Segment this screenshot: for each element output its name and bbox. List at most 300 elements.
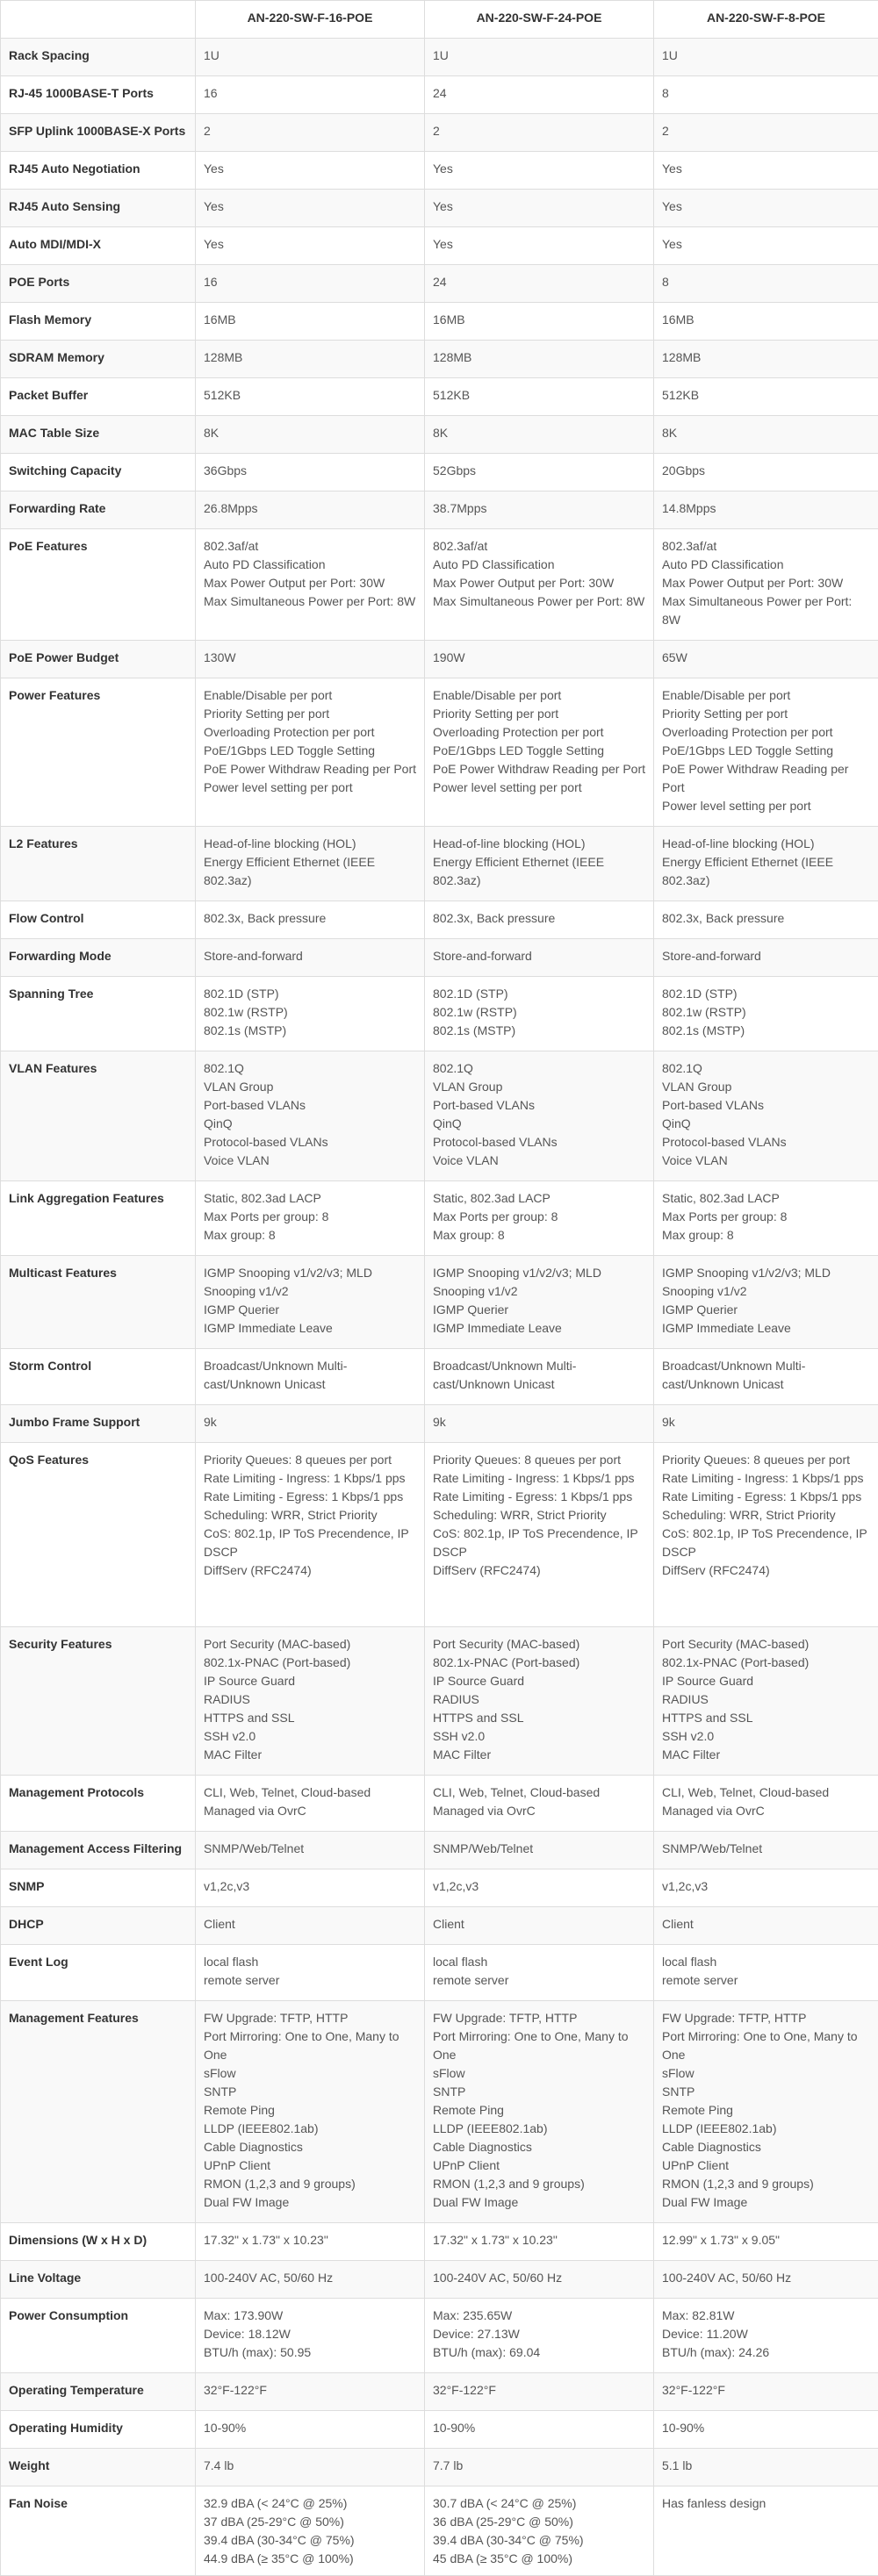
spec-value-line: 12.99" x 1.73" x 9.05"	[662, 2231, 871, 2250]
spec-value-cell	[654, 227, 878, 265]
spec-value-cell	[654, 492, 878, 529]
spec-value-line: Energy Efficient Ethernet (IEEE 802.3az)	[662, 853, 871, 890]
spec-value-cell	[425, 2261, 654, 2299]
spec-value-cell	[196, 1869, 425, 1907]
spec-value-line: Cable Diagnostics	[662, 2138, 871, 2156]
spec-value-cell	[425, 1627, 654, 1776]
spec-value-cell	[196, 416, 425, 454]
spec-value-cell	[425, 2299, 654, 2373]
spec-value-line: RADIUS	[662, 1690, 871, 1709]
spec-value-line: 802.1w (RSTP)	[433, 1003, 646, 1022]
spec-value-line: 512KB	[433, 386, 646, 405]
spec-row	[1, 303, 878, 341]
model-header: AN-220-SW-F-8-POE	[654, 1, 878, 39]
spec-value-line: BTU/h (max): 24.26	[662, 2343, 871, 2362]
spec-value-cell	[425, 678, 654, 827]
model-header: AN-220-SW-F-24-POE	[425, 1, 654, 39]
spec-label: Jumbo Frame Support	[1, 1405, 196, 1443]
spec-value-line: IGMP Snooping v1/v2/v3; MLD Snooping v1/v2	[662, 1264, 871, 1301]
spec-value-cell	[425, 492, 654, 529]
spec-value-line: v1,2c,v3	[433, 1877, 646, 1896]
spec-value-line: Broadcast/Unknown Multi-cast/Unknown Unicast	[662, 1357, 871, 1394]
spec-row	[1, 2001, 878, 2223]
spec-value-cell	[196, 378, 425, 416]
spec-value-line: Max group: 8	[433, 1226, 646, 1245]
spec-value-cell	[425, 1869, 654, 1907]
spec-value-cell	[654, 678, 878, 827]
spec-row	[1, 2299, 878, 2373]
spec-value-line: Max Ports per group: 8	[204, 1208, 417, 1226]
spec-value-line: IGMP Snooping v1/v2/v3; MLD Snooping v1/v2	[433, 1264, 646, 1301]
spec-value-line: HTTPS and SSL	[662, 1709, 871, 1727]
spec-label: Storm Control	[1, 1349, 196, 1405]
spec-value-line: 9k	[204, 1413, 417, 1432]
spec-value-cell	[425, 2486, 654, 2576]
spec-value-line: 8K	[433, 424, 646, 442]
spec-row	[1, 1776, 878, 1832]
spec-value-line: 10-90%	[433, 2419, 646, 2437]
spec-value-cell	[654, 2449, 878, 2486]
spec-value-cell	[425, 416, 654, 454]
spec-value-line: Max Power Output per Port: 30W	[204, 574, 417, 592]
spec-value-line: 14.8Mpps	[662, 499, 871, 518]
spec-value-line: SNTP	[662, 2083, 871, 2101]
spec-value-cell	[425, 827, 654, 901]
spec-value-line: 36 dBA (25-29°C @ 50%)	[433, 2513, 646, 2531]
spec-value-cell	[196, 1051, 425, 1181]
spec-row	[1, 1907, 878, 1945]
spec-value-cell	[654, 39, 878, 76]
spec-value-line: CLI, Web, Telnet, Cloud-based Managed via OvrC	[662, 1783, 871, 1820]
spec-value-cell	[425, 1907, 654, 1945]
spec-value-line: IGMP Querier	[662, 1301, 871, 1319]
spec-label: DHCP	[1, 1907, 196, 1945]
spec-value-line: VLAN Group	[662, 1078, 871, 1096]
spec-value-line: PoE Power Withdraw Reading per Port	[204, 760, 417, 779]
spec-row	[1, 2373, 878, 2411]
spec-value-line: 30.7 dBA (< 24°C @ 25%)	[433, 2494, 646, 2513]
spec-value-cell	[425, 2001, 654, 2223]
spec-value-cell	[196, 341, 425, 378]
spec-value-cell	[425, 1256, 654, 1349]
spec-row	[1, 529, 878, 641]
spec-value-line: local flash	[662, 1953, 871, 1971]
spec-value-line: MAC Filter	[433, 1746, 646, 1764]
spec-value-line: MAC Filter	[662, 1746, 871, 1764]
spec-row	[1, 901, 878, 939]
spec-value-line: Remote Ping	[204, 2101, 417, 2120]
spec-value-cell	[196, 2373, 425, 2411]
spec-value-line: 2	[204, 122, 417, 140]
spec-value-line: Rate Limiting - Egress: 1 Kbps/1 pps	[204, 1488, 417, 1506]
spec-value-line: Remote Ping	[662, 2101, 871, 2120]
spec-value-cell	[196, 1907, 425, 1945]
spec-value-line: Store-and-forward	[662, 947, 871, 965]
spec-row	[1, 492, 878, 529]
spec-row	[1, 190, 878, 227]
spec-row	[1, 454, 878, 492]
spec-label: PoE Power Budget	[1, 641, 196, 678]
spec-value-line: Yes	[204, 235, 417, 254]
spec-row	[1, 2261, 878, 2299]
spec-value-line: Yes	[204, 197, 417, 216]
spec-value-line: Enable/Disable per port	[204, 686, 417, 705]
spec-value-cell	[654, 341, 878, 378]
spec-row	[1, 39, 878, 76]
spec-value-line: PoE/1Gbps LED Toggle Setting	[662, 742, 871, 760]
spec-value-line: 802.1s (MSTP)	[433, 1022, 646, 1040]
spec-value-line: MAC Filter	[204, 1746, 417, 1764]
spec-label: MAC Table Size	[1, 416, 196, 454]
spec-value-line: Store-and-forward	[204, 947, 417, 965]
spec-label: Forwarding Mode	[1, 939, 196, 977]
spec-value-cell	[425, 341, 654, 378]
spec-value-line: Voice VLAN	[433, 1152, 646, 1170]
spec-value-line: Has fanless design	[662, 2494, 871, 2513]
spec-value-line: 32°F-122°F	[433, 2381, 646, 2400]
spec-value-line: RADIUS	[433, 1690, 646, 1709]
spec-value-line: 100-240V AC, 50/60 Hz	[662, 2269, 871, 2287]
spec-value-line: 1U	[204, 47, 417, 65]
spec-value-line: Overloading Protection per port	[433, 723, 646, 742]
spec-value-line: 16	[204, 273, 417, 291]
spec-value-line: Priority Queues: 8 queues per port	[662, 1451, 871, 1469]
spec-value-cell	[654, 2223, 878, 2261]
spec-label: SNMP	[1, 1869, 196, 1907]
spec-value-line: Rate Limiting - Ingress: 1 Kbps/1 pps	[204, 1469, 417, 1488]
spec-value-cell	[196, 190, 425, 227]
spec-row	[1, 1832, 878, 1869]
spec-value-cell	[196, 939, 425, 977]
spec-value-line: local flash	[433, 1953, 646, 1971]
spec-value-cell	[654, 641, 878, 678]
spec-row	[1, 641, 878, 678]
spec-value-line: remote server	[433, 1971, 646, 1990]
spec-value-line: 802.3x, Back pressure	[204, 909, 417, 928]
spec-value-line: FW Upgrade: TFTP, HTTP	[662, 2009, 871, 2027]
spec-value-cell	[196, 641, 425, 678]
spec-row	[1, 2486, 878, 2576]
spec-value-line: 802.1Q	[662, 1059, 871, 1078]
spec-value-line: Port Security (MAC-based)	[204, 1635, 417, 1654]
spec-value-line: PoE Power Withdraw Reading per Port	[433, 760, 646, 779]
spec-value-line: 8K	[204, 424, 417, 442]
spec-value-line: Protocol-based VLANs	[662, 1133, 871, 1152]
spec-value-line: SNTP	[204, 2083, 417, 2101]
spec-value-line: 20Gbps	[662, 462, 871, 480]
spec-value-line: sFlow	[204, 2064, 417, 2083]
spec-row	[1, 2223, 878, 2261]
spec-value-cell	[425, 901, 654, 939]
spec-value-line: 128MB	[204, 348, 417, 367]
spec-value-line: 802.3x, Back pressure	[433, 909, 646, 928]
spec-value-line: IGMP Immediate Leave	[662, 1319, 871, 1338]
spec-value-cell	[654, 265, 878, 303]
spec-value-cell	[654, 901, 878, 939]
spec-value-line: 802.1Q	[204, 1059, 417, 1078]
spec-label: Flow Control	[1, 901, 196, 939]
spec-value-line: 39.4 dBA (30-34°C @ 75%)	[204, 2531, 417, 2550]
spec-label: Operating Humidity	[1, 2411, 196, 2449]
spec-value-line: UPnP Client	[204, 2156, 417, 2175]
spec-row	[1, 1256, 878, 1349]
spec-value-line: Client	[204, 1915, 417, 1934]
spec-value-line: Head-of-line blocking (HOL)	[662, 835, 871, 853]
spec-value-line: IGMP Querier	[204, 1301, 417, 1319]
spec-value-line: 24	[433, 273, 646, 291]
spec-value-cell	[196, 1405, 425, 1443]
spec-value-line: 7.7 lb	[433, 2457, 646, 2475]
spec-value-cell	[196, 2411, 425, 2449]
spec-value-cell	[654, 1051, 878, 1181]
model-header: AN-220-SW-F-16-POE	[196, 1, 425, 39]
spec-value-cell	[425, 1832, 654, 1869]
spec-label: Link Aggregation Features	[1, 1181, 196, 1256]
spec-value-line: Yes	[433, 160, 646, 178]
spec-label: Packet Buffer	[1, 378, 196, 416]
spec-value-line: Priority Queues: 8 queues per port	[433, 1451, 646, 1469]
spec-row	[1, 1349, 878, 1405]
spec-value-cell	[196, 227, 425, 265]
spec-row	[1, 1945, 878, 2001]
spec-value-line: FW Upgrade: TFTP, HTTP	[204, 2009, 417, 2027]
spec-value-line: IP Source Guard	[662, 1672, 871, 1690]
spec-value-line: 802.1D (STP)	[204, 985, 417, 1003]
spec-value-line: Scheduling: WRR, Strict Priority	[204, 1506, 417, 1525]
spec-row	[1, 227, 878, 265]
spec-value-line: 802.1x-PNAC (Port-based)	[662, 1654, 871, 1672]
spec-value-cell	[425, 977, 654, 1051]
spec-value-line: QinQ	[662, 1115, 871, 1133]
spec-value-cell	[654, 939, 878, 977]
spec-value-line: 39.4 dBA (30-34°C @ 75%)	[433, 2531, 646, 2550]
spec-row	[1, 1443, 878, 1627]
spec-value-line: CoS: 802.1p, IP ToS Precendence, IP DSCP	[433, 1525, 646, 1561]
spec-value-line: Overloading Protection per port	[662, 723, 871, 742]
spec-value-line: SNMP/Web/Telnet	[433, 1840, 646, 1858]
spec-row	[1, 977, 878, 1051]
spec-value-line: 8	[662, 84, 871, 103]
spec-value-cell	[196, 2486, 425, 2576]
spec-value-line: Port Mirroring: One to One, Many to One	[433, 2027, 646, 2064]
spec-value-line: Scheduling: WRR, Strict Priority	[662, 1506, 871, 1525]
spec-value-cell	[425, 114, 654, 152]
spec-value-line: SNTP	[433, 2083, 646, 2101]
header-blank-cell	[1, 1, 196, 39]
spec-value-line: 802.1s (MSTP)	[204, 1022, 417, 1040]
spec-value-line: 1U	[433, 47, 646, 65]
spec-value-line: sFlow	[662, 2064, 871, 2083]
spec-value-line: 1U	[662, 47, 871, 65]
spec-value-line: SSH v2.0	[662, 1727, 871, 1746]
spec-value-line: HTTPS and SSL	[433, 1709, 646, 1727]
spec-value-line: Port-based VLANs	[204, 1096, 417, 1115]
spec-value-line: IGMP Querier	[433, 1301, 646, 1319]
spec-row	[1, 341, 878, 378]
spec-value-cell	[196, 2001, 425, 2223]
spec-value-cell	[654, 1349, 878, 1405]
spec-value-line: Client	[433, 1915, 646, 1934]
spec-label: POE Ports	[1, 265, 196, 303]
spec-label: Weight	[1, 2449, 196, 2486]
spec-value-cell	[654, 977, 878, 1051]
spec-value-line: 802.3af/at	[662, 537, 871, 556]
spec-value-line: LLDP (IEEE802.1ab)	[204, 2120, 417, 2138]
spec-value-cell	[425, 2411, 654, 2449]
spec-value-line: remote server	[662, 1971, 871, 1990]
spec-label: Flash Memory	[1, 303, 196, 341]
spec-value-cell	[654, 2299, 878, 2373]
spec-value-line: PoE Power Withdraw Reading per Port	[662, 760, 871, 797]
spec-value-line: Priority Setting per port	[204, 705, 417, 723]
spec-value-cell	[196, 454, 425, 492]
spec-value-line: 16	[204, 84, 417, 103]
spec-value-line: Overloading Protection per port	[204, 723, 417, 742]
spec-value-line: 36Gbps	[204, 462, 417, 480]
spec-value-line: Yes	[662, 197, 871, 216]
spec-label: Security Features	[1, 1627, 196, 1776]
spec-value-cell	[196, 529, 425, 641]
spec-value-cell	[425, 2449, 654, 2486]
spec-row	[1, 416, 878, 454]
spec-value-line: Max group: 8	[204, 1226, 417, 1245]
spec-row	[1, 114, 878, 152]
spec-label: RJ-45 1000BASE-T Ports	[1, 76, 196, 114]
spec-value-line: Max Ports per group: 8	[662, 1208, 871, 1226]
spec-label: SFP Uplink 1000BASE-X Ports	[1, 114, 196, 152]
spec-value-line: LLDP (IEEE802.1ab)	[662, 2120, 871, 2138]
spec-label: PoE Features	[1, 529, 196, 641]
spec-value-line: Auto PD Classification	[433, 556, 646, 574]
spec-value-line: 5.1 lb	[662, 2457, 871, 2475]
spec-value-line: Port Security (MAC-based)	[662, 1635, 871, 1654]
spec-row	[1, 76, 878, 114]
spec-label: Operating Temperature	[1, 2373, 196, 2411]
spec-value-cell	[196, 2223, 425, 2261]
spec-value-cell	[425, 939, 654, 977]
spec-value-cell	[196, 114, 425, 152]
spec-label: RJ45 Auto Sensing	[1, 190, 196, 227]
spec-value-line: BTU/h (max): 69.04	[433, 2343, 646, 2362]
spec-value-line: 802.1s (MSTP)	[662, 1022, 871, 1040]
spec-row	[1, 1405, 878, 1443]
spec-label: L2 Features	[1, 827, 196, 901]
spec-value-cell	[654, 1627, 878, 1776]
spec-value-line: Protocol-based VLANs	[204, 1133, 417, 1152]
spec-row	[1, 1181, 878, 1256]
spec-value-line: SSH v2.0	[433, 1727, 646, 1746]
spec-row	[1, 2449, 878, 2486]
spec-value-line: Priority Queues: 8 queues per port	[204, 1451, 417, 1469]
spec-value-line: DiffServ (RFC2474)	[433, 1561, 646, 1580]
spec-value-line: CoS: 802.1p, IP ToS Precendence, IP DSCP	[662, 1525, 871, 1561]
spec-value-line: QinQ	[204, 1115, 417, 1133]
spec-value-line: Yes	[433, 235, 646, 254]
spec-value-cell	[654, 1945, 878, 2001]
spec-value-cell	[425, 76, 654, 114]
spec-value-line: 9k	[662, 1413, 871, 1432]
spec-value-cell	[654, 529, 878, 641]
spec-value-cell	[654, 1832, 878, 1869]
spec-value-cell	[196, 678, 425, 827]
spec-value-line: 2	[662, 122, 871, 140]
spec-label: Dimensions (W x H x D)	[1, 2223, 196, 2261]
spec-value-line: Yes	[662, 160, 871, 178]
spec-value-line: Scheduling: WRR, Strict Priority	[433, 1506, 646, 1525]
spec-value-line: Static, 802.3ad LACP	[204, 1189, 417, 1208]
spec-value-line: Enable/Disable per port	[662, 686, 871, 705]
spec-value-line: Priority Setting per port	[433, 705, 646, 723]
spec-value-line: Priority Setting per port	[662, 705, 871, 723]
spec-value-line: Max: 82.81W	[662, 2307, 871, 2325]
spec-label: Event Log	[1, 1945, 196, 2001]
spec-value-cell	[196, 1349, 425, 1405]
spec-value-line: Rate Limiting - Ingress: 1 Kbps/1 pps	[433, 1469, 646, 1488]
spec-value-cell	[425, 1945, 654, 2001]
spec-value-cell	[654, 303, 878, 341]
spec-value-line: UPnP Client	[662, 2156, 871, 2175]
spec-value-line: 16MB	[662, 311, 871, 329]
spec-value-line: Broadcast/Unknown Multi-cast/Unknown Unicast	[433, 1357, 646, 1394]
spec-value-line: 10-90%	[204, 2419, 417, 2437]
spec-value-cell	[654, 152, 878, 190]
spec-label: Forwarding Rate	[1, 492, 196, 529]
spec-value-line: Dual FW Image	[204, 2193, 417, 2212]
spec-value-line: Client	[662, 1915, 871, 1934]
spec-value-cell	[425, 265, 654, 303]
spec-value-line: RMON (1,2,3 and 9 groups)	[662, 2175, 871, 2193]
spec-value-cell	[196, 827, 425, 901]
spec-value-line: VLAN Group	[204, 1078, 417, 1096]
spec-value-line: Broadcast/Unknown Multi-cast/Unknown Unicast	[204, 1357, 417, 1394]
spec-value-cell	[425, 152, 654, 190]
spec-value-cell	[196, 303, 425, 341]
spec-value-line: Device: 18.12W	[204, 2325, 417, 2343]
spec-value-cell	[654, 1443, 878, 1627]
spec-value-line: Yes	[662, 235, 871, 254]
spec-row	[1, 827, 878, 901]
spec-value-cell	[425, 1181, 654, 1256]
spec-value-line: Rate Limiting - Ingress: 1 Kbps/1 pps	[662, 1469, 871, 1488]
spec-value-line: Voice VLAN	[662, 1152, 871, 1170]
spec-value-line: Power level setting per port	[204, 779, 417, 797]
spec-value-cell	[654, 827, 878, 901]
spec-value-line: Port Mirroring: One to One, Many to One	[204, 2027, 417, 2064]
spec-value-cell	[425, 1776, 654, 1832]
spec-value-line: 802.3af/at	[433, 537, 646, 556]
spec-value-line: Port-based VLANs	[433, 1096, 646, 1115]
header-row	[1, 1, 878, 39]
spec-value-line: Port Mirroring: One to One, Many to One	[662, 2027, 871, 2064]
spec-value-line: Cable Diagnostics	[204, 2138, 417, 2156]
spec-value-line: Max Simultaneous Power per Port: 8W	[204, 592, 417, 611]
spec-row	[1, 1869, 878, 1907]
spec-label: Rack Spacing	[1, 39, 196, 76]
spec-label: Management Protocols	[1, 1776, 196, 1832]
spec-value-line: UPnP Client	[433, 2156, 646, 2175]
spec-value-line: Max Simultaneous Power per Port: 8W	[433, 592, 646, 611]
spec-value-line: 802.3x, Back pressure	[662, 909, 871, 928]
spec-value-cell	[425, 378, 654, 416]
spec-value-cell	[425, 2373, 654, 2411]
spec-value-line: Static, 802.3ad LACP	[433, 1189, 646, 1208]
spec-row	[1, 1051, 878, 1181]
spec-value-cell	[196, 2261, 425, 2299]
spec-value-line: 8	[662, 273, 871, 291]
spec-value-cell	[196, 39, 425, 76]
spec-row	[1, 152, 878, 190]
spec-value-line: 16MB	[204, 311, 417, 329]
